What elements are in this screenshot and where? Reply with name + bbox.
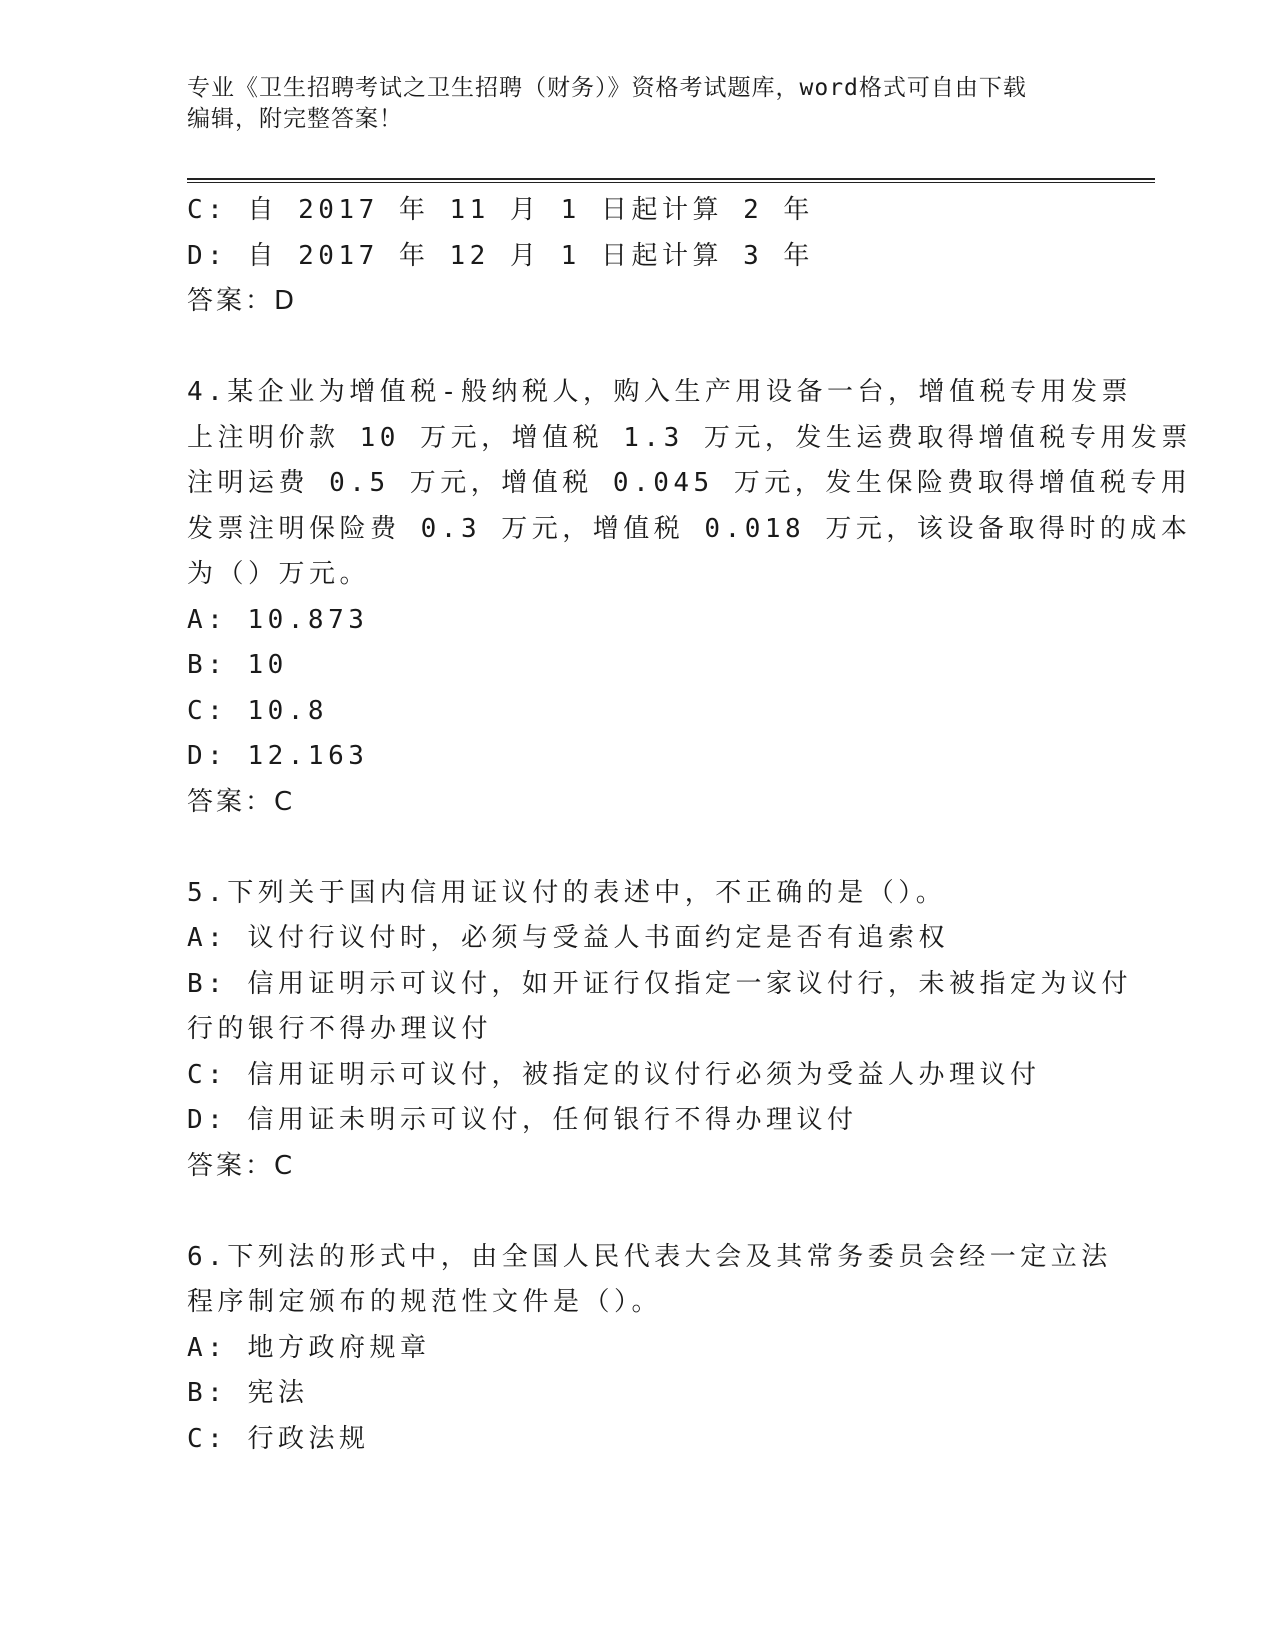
document-header [187, 73, 1087, 135]
q4-stem-line-1: 4.某企业为增值税-般纳税人，购入生产用设备一台，增值税专用发票 [187, 377, 1132, 407]
q4-stem-line-3: 注明运费 0.5 万元，增值税 0.045 万元，发生保险费取得增值税专用 [187, 468, 1192, 498]
q6-option-a: A: 地方政府规章 [187, 1332, 431, 1363]
q4-stem-line-5: 为（）万元。 [187, 559, 371, 589]
header-divider-thick [187, 178, 1155, 180]
q5-option-b-line-2: 行的银行不得办理议付 [187, 1014, 493, 1044]
q5-option-d: D: 信用证未明示可议付，任何银行不得办理议付 [187, 1105, 858, 1135]
q4-option-c: C: 10.8 [187, 695, 329, 726]
q4-answer: 答案：C [187, 786, 296, 817]
q6-option-b: B: 宪法 [187, 1378, 309, 1408]
q4-option-a: A: 10.873 [187, 604, 369, 635]
q5-option-a: A: 议付行议付时，必须与受益人书面约定是否有追索权 [187, 923, 949, 953]
q3-option-c: C: 自 2017 年 11 月 1 日起计算 2 年 [187, 195, 814, 225]
spacer [187, 825, 1087, 871]
spacer [187, 325, 1087, 371]
q6-stem-line-2: 程序制定颁布的规范性文件是（）。 [187, 1287, 663, 1317]
q3-answer: 答案：D [187, 286, 298, 316]
q5-option-c: C: 信用证明示可议付，被指定的议付行必须为受益人办理议付 [187, 1059, 1041, 1090]
q4-option-b: B: 10 [187, 650, 288, 680]
q4-stem-line-4: 发票注明保险费 0.3 万元，增值税 0.018 万元，该设备取得时的成本 [187, 513, 1192, 544]
q5-option-b-line-1: B: 信用证明示可议付，如开证行仅指定一家议付行，未被指定为议付 [187, 968, 1132, 999]
header-line-2: 编辑，附完整答案！ [187, 106, 403, 132]
q4-stem-line-2: 上注明价款 10 万元，增值税 1.3 万元，发生运费取得增值税专用发票 [187, 422, 1192, 453]
q3-option-d: D: 自 2017 年 12 月 1 日起计算 3 年 [187, 240, 814, 271]
question-content [187, 188, 1192, 1462]
q5-answer: 答案：C [187, 1150, 296, 1181]
header-line-1: 专业《卫生招聘考试之卫生招聘（财务）》资格考试题库，word格式可自由下载 [187, 75, 1027, 101]
q6-stem-line-1: 6.下列法的形式中，由全国人民代表大会及其常务委员会经一定立法 [187, 1241, 1112, 1272]
spacer [187, 1189, 1087, 1235]
q6-option-c: C: 行政法规 [187, 1423, 370, 1454]
q4-option-d: D: 12.163 [187, 741, 369, 771]
q5-stem: 5.下列关于国内信用证议付的表述中，不正确的是（）。 [187, 877, 947, 908]
header-divider-thin [187, 182, 1155, 183]
